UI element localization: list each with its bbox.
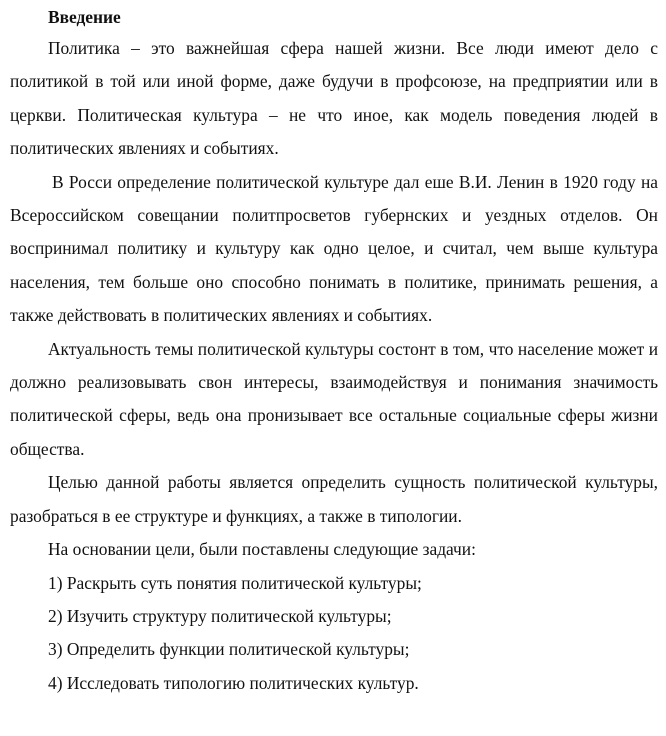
task-item-2: 2) Изучить структуру политической культуры; — [48, 605, 392, 626]
task-item-1: 1) Раскрыть суть понятия политической культуры; — [48, 572, 422, 593]
paragraph-tasks-intro: На основании цели, были поставлены следующие задачи: — [48, 539, 476, 560]
task-item-3: 3) Определить функции политической культуры; — [48, 639, 410, 660]
paragraph-intro: Политика – это важнейшая сфера нашей жизни. Все люди имеют дело с политикой в той или иной форме, даже будучи в профсоюзе, на предприятии или в церкви. Политическая культура – не что иное, как модель поведения людей в политических явлениях и событиях. — [10, 38, 658, 159]
task-item-4: 4) Исследовать типологию политических культур. — [48, 672, 419, 693]
section-heading: Введение — [48, 7, 121, 27]
paragraph-relevance: Актуальность темы политической культуры состонт в том, что население может и должно реализовывать свон интересы, взаимодействуя и понимания значимость политической сферы, ведь она пронизывает все остальные социальные сферы жизни общества. — [10, 338, 658, 459]
document-page — [10, 2, 658, 700]
paragraph-goal: Целью данной работы является определить сущность политической культуры, разобраться в ее структуре и функциях, а также в типологии. — [10, 472, 658, 526]
paragraph-lenin: В Росси определение политической культуре дал еше В.И. Ленин в 1920 году на Всероссийском совещании политпросветов губернских и уездных отделов. Он воспринимал политику и культуру как одно целое, и считал, чем выше культура населения, тем больше оно способно понимать в политике, принимать решения, а также действовать в политических явлениях и событиях. — [10, 171, 658, 326]
